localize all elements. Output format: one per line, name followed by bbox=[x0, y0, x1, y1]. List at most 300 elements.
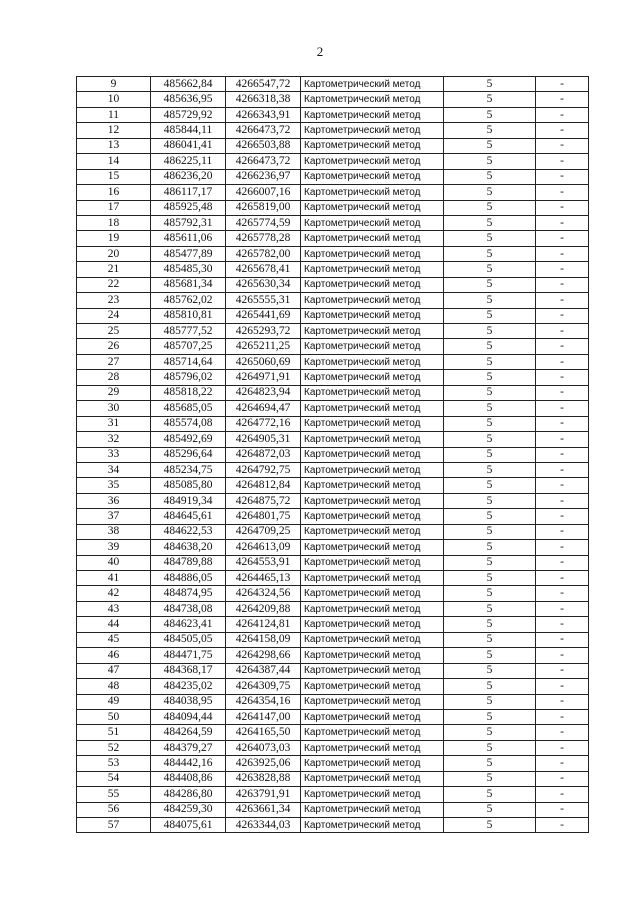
table-body bbox=[77, 77, 589, 833]
x-coordinate-cell: 485792,31 bbox=[151, 215, 226, 230]
point-number-cell: 33 bbox=[77, 447, 151, 462]
note-cell: - bbox=[536, 694, 589, 709]
accuracy-cell: 5 bbox=[444, 632, 536, 647]
note-cell: - bbox=[536, 802, 589, 817]
accuracy-cell: 5 bbox=[444, 432, 536, 447]
y-coordinate-cell: 4266473,72 bbox=[226, 154, 301, 169]
table-row bbox=[77, 169, 589, 184]
note-cell: - bbox=[536, 648, 589, 663]
x-coordinate-cell: 485777,52 bbox=[151, 324, 226, 339]
note-cell: - bbox=[536, 709, 589, 724]
point-number-cell: 48 bbox=[77, 679, 151, 694]
x-coordinate-cell: 484368,17 bbox=[151, 663, 226, 678]
accuracy-cell: 5 bbox=[444, 200, 536, 215]
point-number-cell: 10 bbox=[77, 92, 151, 107]
accuracy-cell: 5 bbox=[444, 663, 536, 678]
y-coordinate-cell: 4264823,94 bbox=[226, 385, 301, 400]
page-number: 2 bbox=[316, 44, 324, 59]
accuracy-cell: 5 bbox=[444, 524, 536, 539]
point-number-cell: 56 bbox=[77, 802, 151, 817]
method-cell: Картометрический метод bbox=[301, 123, 444, 138]
note-cell: - bbox=[536, 601, 589, 616]
accuracy-cell: 5 bbox=[444, 478, 536, 493]
point-number-cell: 52 bbox=[77, 740, 151, 755]
note-cell: - bbox=[536, 385, 589, 400]
y-coordinate-cell: 4264694,47 bbox=[226, 401, 301, 416]
table-row bbox=[77, 324, 589, 339]
table-row bbox=[77, 416, 589, 431]
accuracy-cell: 5 bbox=[444, 262, 536, 277]
point-number-cell: 21 bbox=[77, 262, 151, 277]
accuracy-cell: 5 bbox=[444, 509, 536, 524]
table-row bbox=[77, 447, 589, 462]
note-cell: - bbox=[536, 571, 589, 586]
point-number-cell: 51 bbox=[77, 725, 151, 740]
x-coordinate-cell: 484645,61 bbox=[151, 509, 226, 524]
x-coordinate-cell: 485681,34 bbox=[151, 277, 226, 292]
point-number-cell: 19 bbox=[77, 231, 151, 246]
y-coordinate-cell: 4264387,44 bbox=[226, 663, 301, 678]
table-row bbox=[77, 185, 589, 200]
table-row bbox=[77, 339, 589, 354]
note-cell: - bbox=[536, 169, 589, 184]
y-coordinate-cell: 4264801,75 bbox=[226, 509, 301, 524]
point-number-cell: 50 bbox=[77, 709, 151, 724]
method-cell: Картометрический метод bbox=[301, 215, 444, 230]
x-coordinate-cell: 485662,84 bbox=[151, 77, 226, 92]
point-number-cell: 23 bbox=[77, 293, 151, 308]
note-cell: - bbox=[536, 617, 589, 632]
table-row bbox=[77, 293, 589, 308]
note-cell: - bbox=[536, 462, 589, 477]
point-number-cell: 40 bbox=[77, 555, 151, 570]
accuracy-cell: 5 bbox=[444, 462, 536, 477]
accuracy-cell: 5 bbox=[444, 293, 536, 308]
accuracy-cell: 5 bbox=[444, 617, 536, 632]
table-row bbox=[77, 679, 589, 694]
y-coordinate-cell: 4266343,91 bbox=[226, 107, 301, 122]
accuracy-cell: 5 bbox=[444, 493, 536, 508]
method-cell: Картометрический метод bbox=[301, 648, 444, 663]
x-coordinate-cell: 484471,75 bbox=[151, 648, 226, 663]
y-coordinate-cell: 4264872,03 bbox=[226, 447, 301, 462]
note-cell: - bbox=[536, 308, 589, 323]
note-cell: - bbox=[536, 401, 589, 416]
method-cell: Картометрический метод bbox=[301, 154, 444, 169]
y-coordinate-cell: 4264165,50 bbox=[226, 725, 301, 740]
note-cell: - bbox=[536, 555, 589, 570]
point-number-cell: 45 bbox=[77, 632, 151, 647]
note-cell: - bbox=[536, 740, 589, 755]
x-coordinate-cell: 484408,86 bbox=[151, 771, 226, 786]
accuracy-cell: 5 bbox=[444, 771, 536, 786]
accuracy-cell: 5 bbox=[444, 756, 536, 771]
method-cell: Картометрический метод bbox=[301, 308, 444, 323]
x-coordinate-cell: 485762,02 bbox=[151, 293, 226, 308]
table-row bbox=[77, 771, 589, 786]
accuracy-cell: 5 bbox=[444, 138, 536, 153]
note-cell: - bbox=[536, 632, 589, 647]
method-cell: Картометрический метод bbox=[301, 493, 444, 508]
method-cell: Картометрический метод bbox=[301, 586, 444, 601]
table-row bbox=[77, 756, 589, 771]
method-cell: Картометрический метод bbox=[301, 756, 444, 771]
table-row bbox=[77, 432, 589, 447]
method-cell: Картометрический метод bbox=[301, 447, 444, 462]
x-coordinate-cell: 484259,30 bbox=[151, 802, 226, 817]
note-cell: - bbox=[536, 663, 589, 678]
x-coordinate-cell: 485810,81 bbox=[151, 308, 226, 323]
method-cell: Картометрический метод bbox=[301, 324, 444, 339]
accuracy-cell: 5 bbox=[444, 694, 536, 709]
x-coordinate-cell: 484623,41 bbox=[151, 617, 226, 632]
method-cell: Картометрический метод bbox=[301, 293, 444, 308]
y-coordinate-cell: 4265441,69 bbox=[226, 308, 301, 323]
x-coordinate-cell: 484379,27 bbox=[151, 740, 226, 755]
y-coordinate-cell: 4264324,56 bbox=[226, 586, 301, 601]
accuracy-cell: 5 bbox=[444, 77, 536, 92]
table-row bbox=[77, 354, 589, 369]
y-coordinate-cell: 4264073,03 bbox=[226, 740, 301, 755]
x-coordinate-cell: 485796,02 bbox=[151, 370, 226, 385]
accuracy-cell: 5 bbox=[444, 818, 536, 833]
accuracy-cell: 5 bbox=[444, 385, 536, 400]
x-coordinate-cell: 484038,95 bbox=[151, 694, 226, 709]
x-coordinate-cell: 484738,08 bbox=[151, 601, 226, 616]
y-coordinate-cell: 4266318,38 bbox=[226, 92, 301, 107]
note-cell: - bbox=[536, 509, 589, 524]
y-coordinate-cell: 4264772,16 bbox=[226, 416, 301, 431]
method-cell: Картометрический метод bbox=[301, 370, 444, 385]
point-number-cell: 17 bbox=[77, 200, 151, 215]
y-coordinate-cell: 4264792,75 bbox=[226, 462, 301, 477]
y-coordinate-cell: 4265678,41 bbox=[226, 262, 301, 277]
method-cell: Картометрический метод bbox=[301, 200, 444, 215]
table-row bbox=[77, 154, 589, 169]
method-cell: Картометрический метод bbox=[301, 432, 444, 447]
method-cell: Картометрический метод bbox=[301, 185, 444, 200]
x-coordinate-cell: 484094,44 bbox=[151, 709, 226, 724]
y-coordinate-cell: 4263344,03 bbox=[226, 818, 301, 833]
accuracy-cell: 5 bbox=[444, 447, 536, 462]
x-coordinate-cell: 485492,69 bbox=[151, 432, 226, 447]
table-row bbox=[77, 92, 589, 107]
table-row bbox=[77, 571, 589, 586]
table-row bbox=[77, 200, 589, 215]
x-coordinate-cell: 485729,92 bbox=[151, 107, 226, 122]
y-coordinate-cell: 4263828,88 bbox=[226, 771, 301, 786]
accuracy-cell: 5 bbox=[444, 246, 536, 261]
method-cell: Картометрический метод bbox=[301, 555, 444, 570]
accuracy-cell: 5 bbox=[444, 123, 536, 138]
y-coordinate-cell: 4265819,00 bbox=[226, 200, 301, 215]
method-cell: Картометрический метод bbox=[301, 694, 444, 709]
note-cell: - bbox=[536, 432, 589, 447]
table-row bbox=[77, 401, 589, 416]
y-coordinate-cell: 4266007,16 bbox=[226, 185, 301, 200]
table-row bbox=[77, 663, 589, 678]
x-coordinate-cell: 484075,61 bbox=[151, 818, 226, 833]
table-row bbox=[77, 818, 589, 833]
y-coordinate-cell: 4265211,25 bbox=[226, 339, 301, 354]
y-coordinate-cell: 4264971,91 bbox=[226, 370, 301, 385]
table-row bbox=[77, 555, 589, 570]
table-row bbox=[77, 694, 589, 709]
method-cell: Картометрический метод bbox=[301, 339, 444, 354]
note-cell: - bbox=[536, 416, 589, 431]
accuracy-cell: 5 bbox=[444, 586, 536, 601]
point-number-cell: 9 bbox=[77, 77, 151, 92]
y-coordinate-cell: 4263661,34 bbox=[226, 802, 301, 817]
method-cell: Картометрический метод bbox=[301, 725, 444, 740]
x-coordinate-cell: 485707,25 bbox=[151, 339, 226, 354]
method-cell: Картометрический метод bbox=[301, 802, 444, 817]
y-coordinate-cell: 4264209,88 bbox=[226, 601, 301, 616]
y-coordinate-cell: 4265060,69 bbox=[226, 354, 301, 369]
x-coordinate-cell: 484638,20 bbox=[151, 540, 226, 555]
note-cell: - bbox=[536, 185, 589, 200]
point-number-cell: 44 bbox=[77, 617, 151, 632]
y-coordinate-cell: 4264298,66 bbox=[226, 648, 301, 663]
y-coordinate-cell: 4264124,81 bbox=[226, 617, 301, 632]
y-coordinate-cell: 4264553,91 bbox=[226, 555, 301, 570]
x-coordinate-cell: 485085,80 bbox=[151, 478, 226, 493]
accuracy-cell: 5 bbox=[444, 354, 536, 369]
accuracy-cell: 5 bbox=[444, 709, 536, 724]
x-coordinate-cell: 485574,08 bbox=[151, 416, 226, 431]
point-number-cell: 29 bbox=[77, 385, 151, 400]
note-cell: - bbox=[536, 231, 589, 246]
method-cell: Картометрический метод bbox=[301, 462, 444, 477]
x-coordinate-cell: 485611,06 bbox=[151, 231, 226, 246]
y-coordinate-cell: 4266503,88 bbox=[226, 138, 301, 153]
accuracy-cell: 5 bbox=[444, 740, 536, 755]
table-row bbox=[77, 138, 589, 153]
table-row bbox=[77, 215, 589, 230]
note-cell: - bbox=[536, 277, 589, 292]
x-coordinate-cell: 486225,11 bbox=[151, 154, 226, 169]
table-row bbox=[77, 277, 589, 292]
x-coordinate-cell: 485477,89 bbox=[151, 246, 226, 261]
method-cell: Картометрический метод bbox=[301, 277, 444, 292]
note-cell: - bbox=[536, 771, 589, 786]
point-number-cell: 34 bbox=[77, 462, 151, 477]
point-number-cell: 16 bbox=[77, 185, 151, 200]
method-cell: Картометрический метод bbox=[301, 416, 444, 431]
x-coordinate-cell: 485844,11 bbox=[151, 123, 226, 138]
note-cell: - bbox=[536, 324, 589, 339]
y-coordinate-cell: 4264354,16 bbox=[226, 694, 301, 709]
x-coordinate-cell: 484886,05 bbox=[151, 571, 226, 586]
note-cell: - bbox=[536, 447, 589, 462]
x-coordinate-cell: 484286,80 bbox=[151, 787, 226, 802]
point-number-cell: 26 bbox=[77, 339, 151, 354]
table-row bbox=[77, 123, 589, 138]
point-number-cell: 54 bbox=[77, 771, 151, 786]
x-coordinate-cell: 485714,64 bbox=[151, 354, 226, 369]
note-cell: - bbox=[536, 138, 589, 153]
x-coordinate-cell: 484442,16 bbox=[151, 756, 226, 771]
method-cell: Картометрический метод bbox=[301, 679, 444, 694]
x-coordinate-cell: 484264,59 bbox=[151, 725, 226, 740]
method-cell: Картометрический метод bbox=[301, 92, 444, 107]
table-row bbox=[77, 632, 589, 647]
y-coordinate-cell: 4265778,28 bbox=[226, 231, 301, 246]
y-coordinate-cell: 4264812,84 bbox=[226, 478, 301, 493]
x-coordinate-cell: 484622,53 bbox=[151, 524, 226, 539]
method-cell: Картометрический метод bbox=[301, 540, 444, 555]
point-number-cell: 13 bbox=[77, 138, 151, 153]
table-row bbox=[77, 77, 589, 92]
point-number-cell: 49 bbox=[77, 694, 151, 709]
accuracy-cell: 5 bbox=[444, 169, 536, 184]
x-coordinate-cell: 485636,95 bbox=[151, 92, 226, 107]
point-number-cell: 32 bbox=[77, 432, 151, 447]
point-number-cell: 31 bbox=[77, 416, 151, 431]
method-cell: Картометрический метод bbox=[301, 524, 444, 539]
y-coordinate-cell: 4264465,13 bbox=[226, 571, 301, 586]
point-number-cell: 25 bbox=[77, 324, 151, 339]
note-cell: - bbox=[536, 293, 589, 308]
note-cell: - bbox=[536, 354, 589, 369]
note-cell: - bbox=[536, 370, 589, 385]
note-cell: - bbox=[536, 200, 589, 215]
point-number-cell: 43 bbox=[77, 601, 151, 616]
method-cell: Картометрический метод bbox=[301, 385, 444, 400]
method-cell: Картометрический метод bbox=[301, 77, 444, 92]
method-cell: Картометрический метод bbox=[301, 632, 444, 647]
point-number-cell: 30 bbox=[77, 401, 151, 416]
point-number-cell: 41 bbox=[77, 571, 151, 586]
point-number-cell: 20 bbox=[77, 246, 151, 261]
table-row bbox=[77, 524, 589, 539]
y-coordinate-cell: 4264158,09 bbox=[226, 632, 301, 647]
accuracy-cell: 5 bbox=[444, 308, 536, 323]
accuracy-cell: 5 bbox=[444, 324, 536, 339]
accuracy-cell: 5 bbox=[444, 679, 536, 694]
method-cell: Картометрический метод bbox=[301, 740, 444, 755]
coordinates-table bbox=[76, 76, 589, 833]
note-cell: - bbox=[536, 92, 589, 107]
note-cell: - bbox=[536, 77, 589, 92]
point-number-cell: 42 bbox=[77, 586, 151, 601]
note-cell: - bbox=[536, 586, 589, 601]
method-cell: Картометрический метод bbox=[301, 169, 444, 184]
table-row bbox=[77, 617, 589, 632]
point-number-cell: 11 bbox=[77, 107, 151, 122]
accuracy-cell: 5 bbox=[444, 725, 536, 740]
point-number-cell: 37 bbox=[77, 509, 151, 524]
table-row bbox=[77, 262, 589, 277]
accuracy-cell: 5 bbox=[444, 787, 536, 802]
table-row bbox=[77, 802, 589, 817]
point-number-cell: 46 bbox=[77, 648, 151, 663]
y-coordinate-cell: 4266473,72 bbox=[226, 123, 301, 138]
note-cell: - bbox=[536, 524, 589, 539]
method-cell: Картометрический метод bbox=[301, 478, 444, 493]
note-cell: - bbox=[536, 540, 589, 555]
point-number-cell: 12 bbox=[77, 123, 151, 138]
accuracy-cell: 5 bbox=[444, 339, 536, 354]
point-number-cell: 53 bbox=[77, 756, 151, 771]
table-row bbox=[77, 308, 589, 323]
x-coordinate-cell: 486041,41 bbox=[151, 138, 226, 153]
point-number-cell: 18 bbox=[77, 215, 151, 230]
note-cell: - bbox=[536, 154, 589, 169]
y-coordinate-cell: 4266547,72 bbox=[226, 77, 301, 92]
table-row bbox=[77, 709, 589, 724]
x-coordinate-cell: 485818,22 bbox=[151, 385, 226, 400]
accuracy-cell: 5 bbox=[444, 540, 536, 555]
table-row bbox=[77, 107, 589, 122]
y-coordinate-cell: 4265293,72 bbox=[226, 324, 301, 339]
x-coordinate-cell: 486236,20 bbox=[151, 169, 226, 184]
table-row bbox=[77, 478, 589, 493]
table-row bbox=[77, 385, 589, 400]
table-row bbox=[77, 370, 589, 385]
accuracy-cell: 5 bbox=[444, 601, 536, 616]
table-row bbox=[77, 231, 589, 246]
accuracy-cell: 5 bbox=[444, 277, 536, 292]
accuracy-cell: 5 bbox=[444, 215, 536, 230]
note-cell: - bbox=[536, 679, 589, 694]
note-cell: - bbox=[536, 478, 589, 493]
method-cell: Картометрический метод bbox=[301, 771, 444, 786]
y-coordinate-cell: 4265774,59 bbox=[226, 215, 301, 230]
x-coordinate-cell: 484235,02 bbox=[151, 679, 226, 694]
point-number-cell: 38 bbox=[77, 524, 151, 539]
note-cell: - bbox=[536, 339, 589, 354]
y-coordinate-cell: 4266236,97 bbox=[226, 169, 301, 184]
point-number-cell: 55 bbox=[77, 787, 151, 802]
method-cell: Картометрический метод bbox=[301, 787, 444, 802]
x-coordinate-cell: 485296,64 bbox=[151, 447, 226, 462]
point-number-cell: 15 bbox=[77, 169, 151, 184]
method-cell: Картометрический метод bbox=[301, 601, 444, 616]
method-cell: Картометрический метод bbox=[301, 354, 444, 369]
table-row bbox=[77, 586, 589, 601]
note-cell: - bbox=[536, 756, 589, 771]
point-number-cell: 47 bbox=[77, 663, 151, 678]
note-cell: - bbox=[536, 215, 589, 230]
point-number-cell: 39 bbox=[77, 540, 151, 555]
point-number-cell: 14 bbox=[77, 154, 151, 169]
x-coordinate-cell: 484505,05 bbox=[151, 632, 226, 647]
method-cell: Картометрический метод bbox=[301, 818, 444, 833]
point-number-cell: 28 bbox=[77, 370, 151, 385]
method-cell: Картометрический метод bbox=[301, 617, 444, 632]
y-coordinate-cell: 4265782,00 bbox=[226, 246, 301, 261]
table-row bbox=[77, 787, 589, 802]
point-number-cell: 22 bbox=[77, 277, 151, 292]
note-cell: - bbox=[536, 818, 589, 833]
table-row bbox=[77, 493, 589, 508]
method-cell: Картометрический метод bbox=[301, 262, 444, 277]
y-coordinate-cell: 4263791,91 bbox=[226, 787, 301, 802]
method-cell: Картометрический метод bbox=[301, 138, 444, 153]
accuracy-cell: 5 bbox=[444, 571, 536, 586]
y-coordinate-cell: 4265555,31 bbox=[226, 293, 301, 308]
y-coordinate-cell: 4263925,06 bbox=[226, 756, 301, 771]
method-cell: Картометрический метод bbox=[301, 107, 444, 122]
method-cell: Картометрический метод bbox=[301, 663, 444, 678]
accuracy-cell: 5 bbox=[444, 648, 536, 663]
table-row bbox=[77, 648, 589, 663]
accuracy-cell: 5 bbox=[444, 401, 536, 416]
accuracy-cell: 5 bbox=[444, 370, 536, 385]
y-coordinate-cell: 4264709,25 bbox=[226, 524, 301, 539]
table-row bbox=[77, 246, 589, 261]
